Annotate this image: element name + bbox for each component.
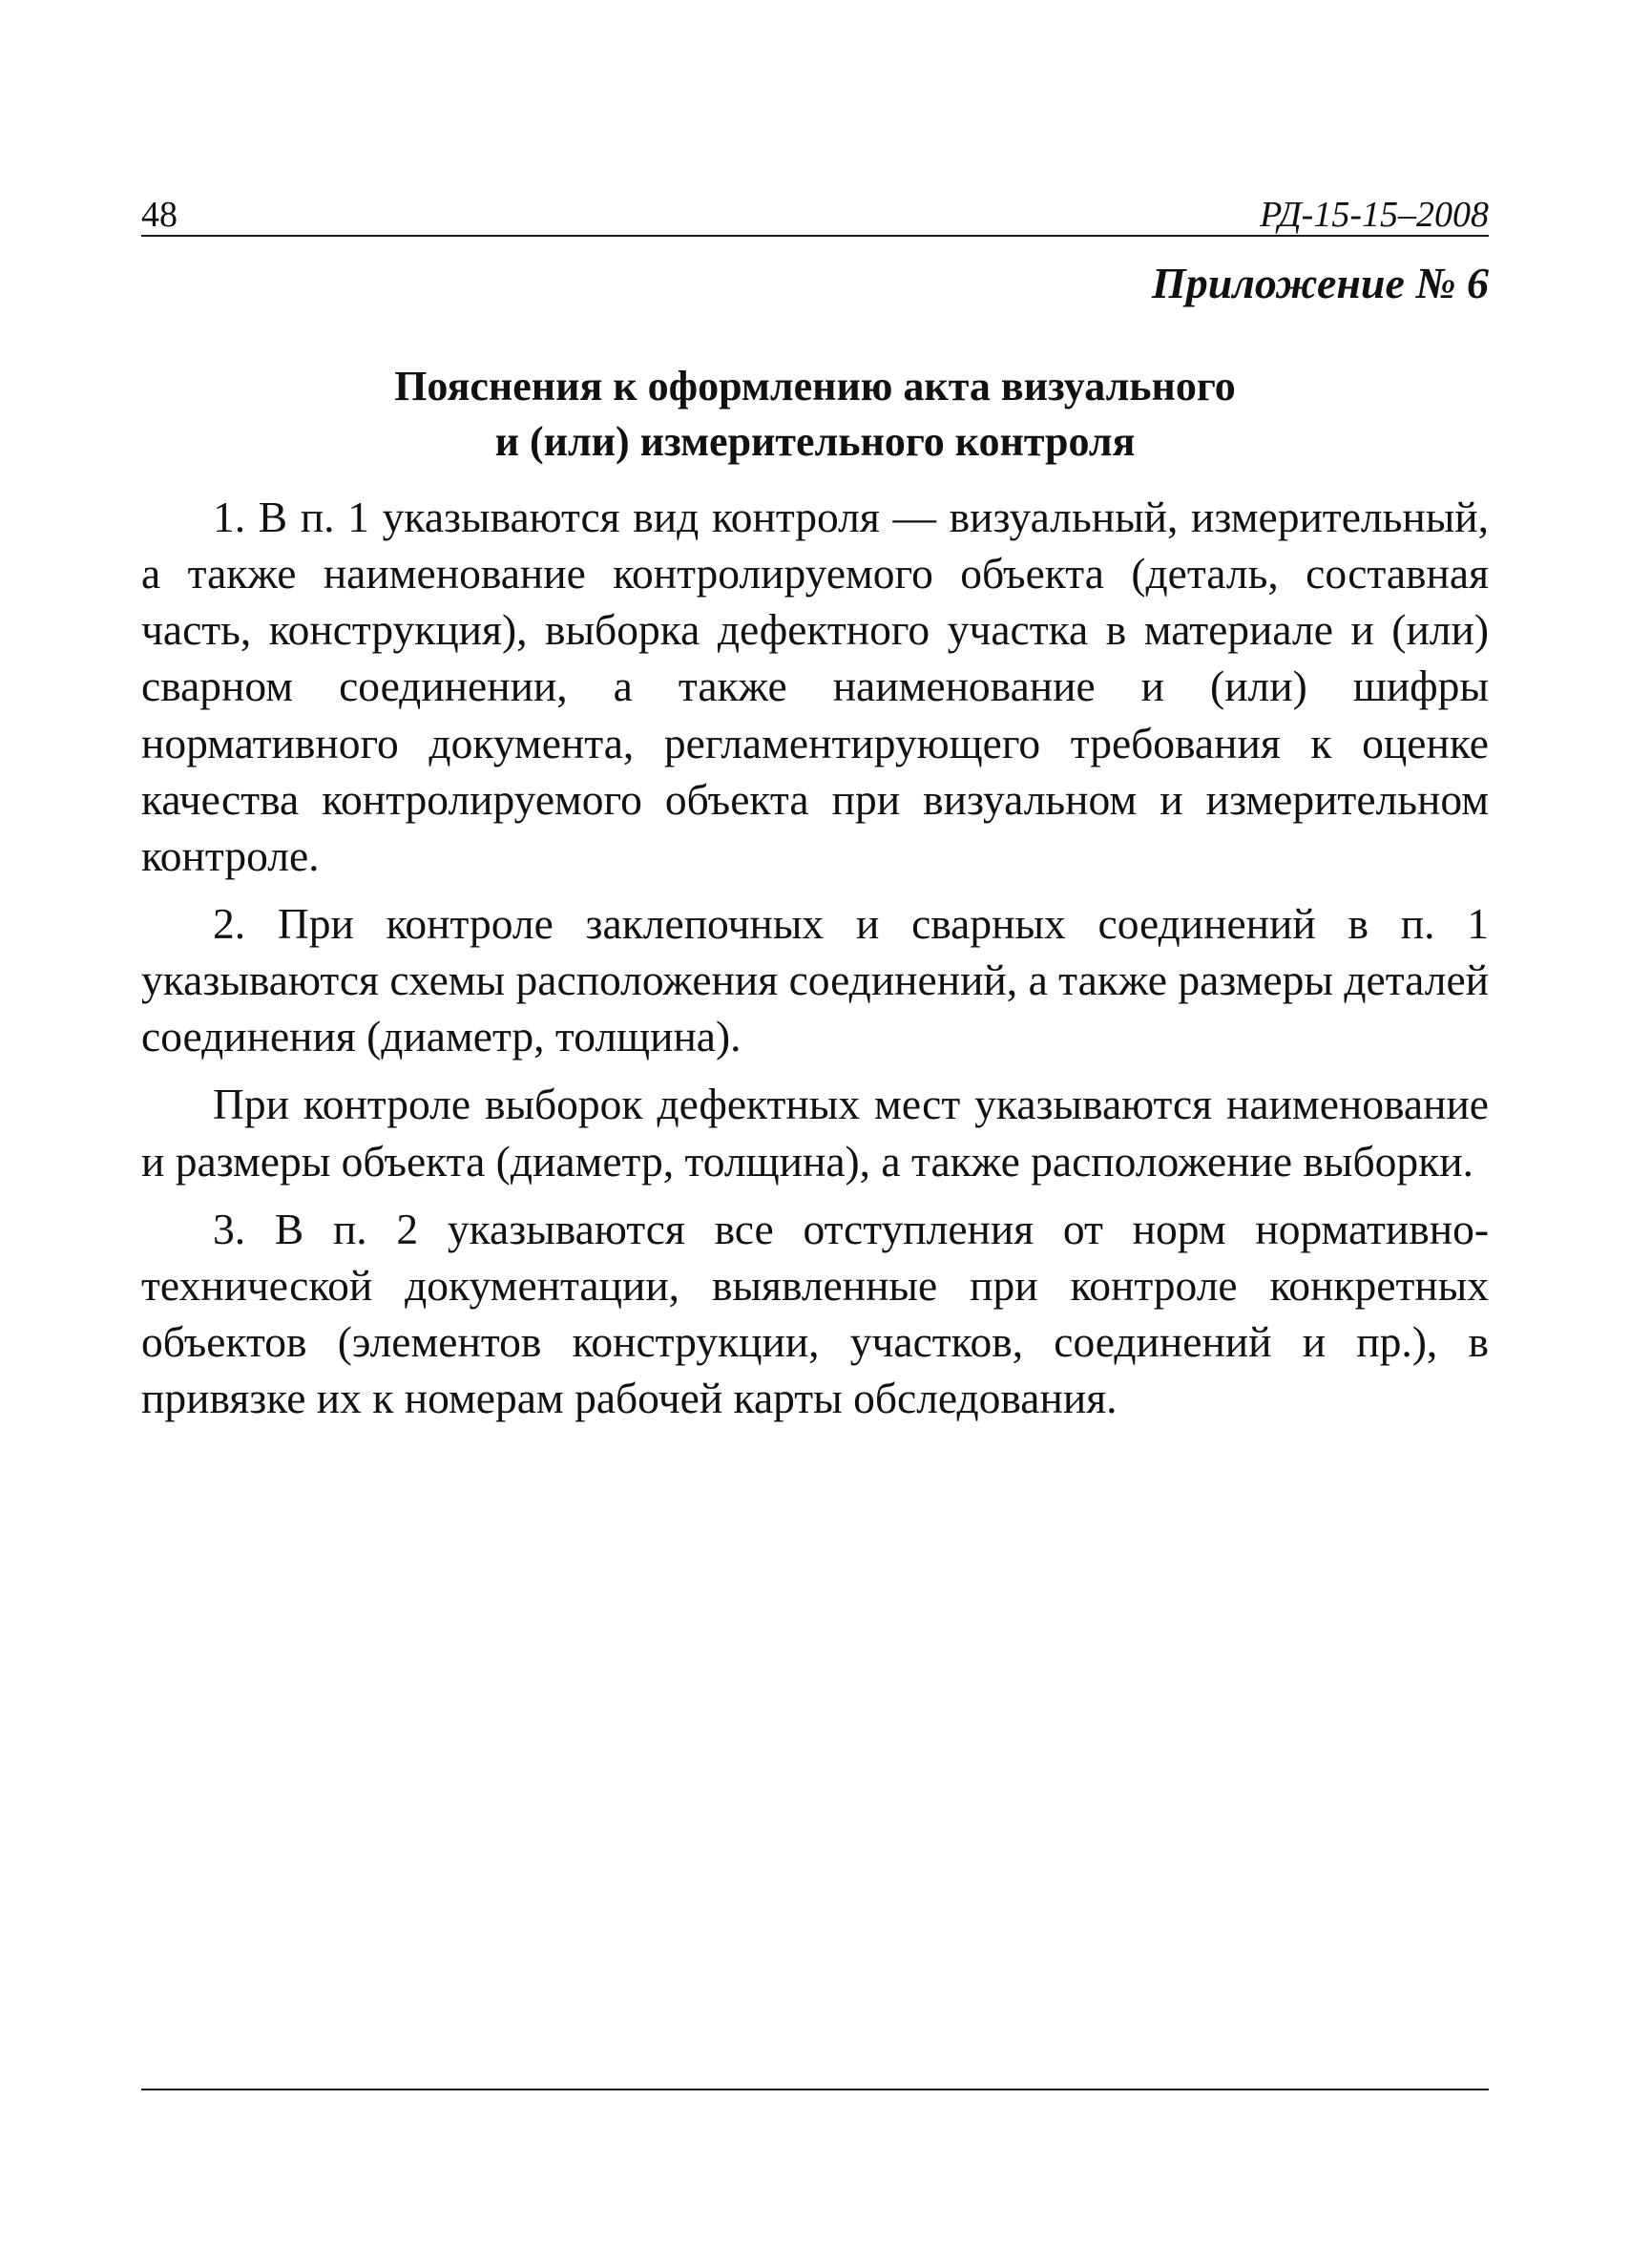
paragraph-4: 3. В п. 2 указываются все отступления от норм нормативно-технической документации, выявленные при контроле конкретных объектов (элементов конструкции, участков, соединений и пр.), в привязке их к номерам рабочей карты обследования. [141,1204,1489,1423]
paragraph-3: При контроле выборок дефектных мест указываются наименование и размеры объекта (диаметр, толщина), а также расположение выборки. [141,1080,1489,1186]
section-title [141,359,1489,470]
paragraph-2: 2. При контроле заклепочных и сварных соединений в п. 1 указываются схемы расположения соединений, а также размеры деталей соединения (диаметр, толщина). [141,898,1489,1061]
section-title-line-2: и (или) измерительного контроля [494,418,1136,466]
body-text [141,489,1489,1438]
paragraph-1: 1. В п. 1 указываются вид контроля — визуальный, измерительный, а также наименование контролируемого объекта (деталь, составная часть, конструкция), выборка дефектного участка в материале и (или) сварном соединении, а также наименование и (или) шифры нормативного документа, регламентирующего требования к оценке качества контролируемого объекта при визуальном и измерительном контроле. [141,493,1489,880]
page-number: 48 [141,195,178,235]
appendix-label: Приложение № 6 [1151,259,1489,307]
footer-divider [141,2089,1489,2090]
page-header [141,187,1489,237]
document-code: РД-15-15–2008 [1260,195,1489,235]
section-title-line-1: Пояснения к оформлению акта визуального [394,363,1236,410]
